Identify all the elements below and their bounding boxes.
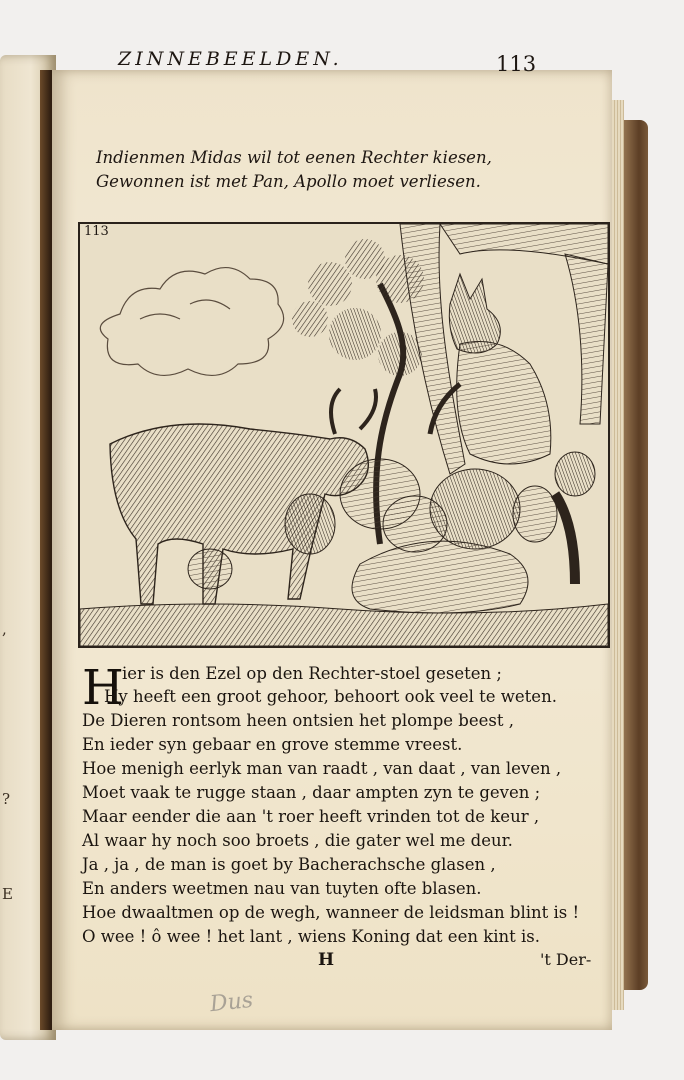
engraving-illustration	[80, 224, 608, 646]
left-page-fragment: ,	[2, 620, 7, 638]
verse-line: De Dieren rontsom heen ontsien het plompe beest ,	[82, 711, 514, 730]
pencil-annotation: Dus	[208, 987, 255, 1018]
ox-illustration	[110, 389, 376, 604]
verse-line: Hy heeft een groot gehoor, behoort ook veel te weten.	[104, 687, 557, 706]
verse-line: Moet vaak te rugge staan , daar ampten zyn te geven ;	[82, 783, 541, 802]
catchword: 't Der-	[540, 950, 592, 969]
left-page-fragment: E	[2, 885, 13, 903]
signature-mark: H	[318, 950, 335, 970]
motto-line: Indienmen Midas wil tot eenen Rechter kiesen,	[96, 148, 492, 167]
engraving-plate	[78, 222, 610, 648]
verse-line: En ieder syn gebaar en grove stemme vreest.	[82, 735, 463, 754]
cloud-illustration	[100, 268, 283, 376]
verse-line: En anders weetmen nau van tuyten ofte blasen.	[82, 879, 482, 898]
verse-line: Hoe dwaaltmen op de wegh, wanneer de leidsman blint is !	[82, 903, 580, 922]
verse-line: Ja , ja , de man is goet by Bacherachsche glasen ,	[82, 855, 496, 874]
plate-number: 113	[84, 224, 109, 239]
verse-line: Hoe menigh eerlyk man van raadt , van daat , van leven ,	[82, 759, 562, 778]
verse-line: O wee ! ô wee ! het lant , wiens Koning dat een kint is.	[82, 927, 540, 946]
ground-illustration	[80, 604, 608, 646]
verse-line: ier is den Ezel op den Rechter-stoel geseten ;	[122, 664, 502, 683]
verse-line: Maar eender die aan 't roer heeft vrinden tot de keur ,	[82, 807, 540, 826]
page-number: 113	[496, 52, 537, 76]
verse-line: Al waar hy noch soo broets , die gater wel me deur.	[82, 831, 513, 850]
motto-line: Gewonnen ist met Pan, Apollo moet verliesen.	[96, 172, 481, 191]
left-page-fragment: ?	[2, 790, 11, 808]
running-title: ZINNEBEELDEN.	[118, 48, 343, 70]
drop-cap: H	[82, 660, 124, 716]
